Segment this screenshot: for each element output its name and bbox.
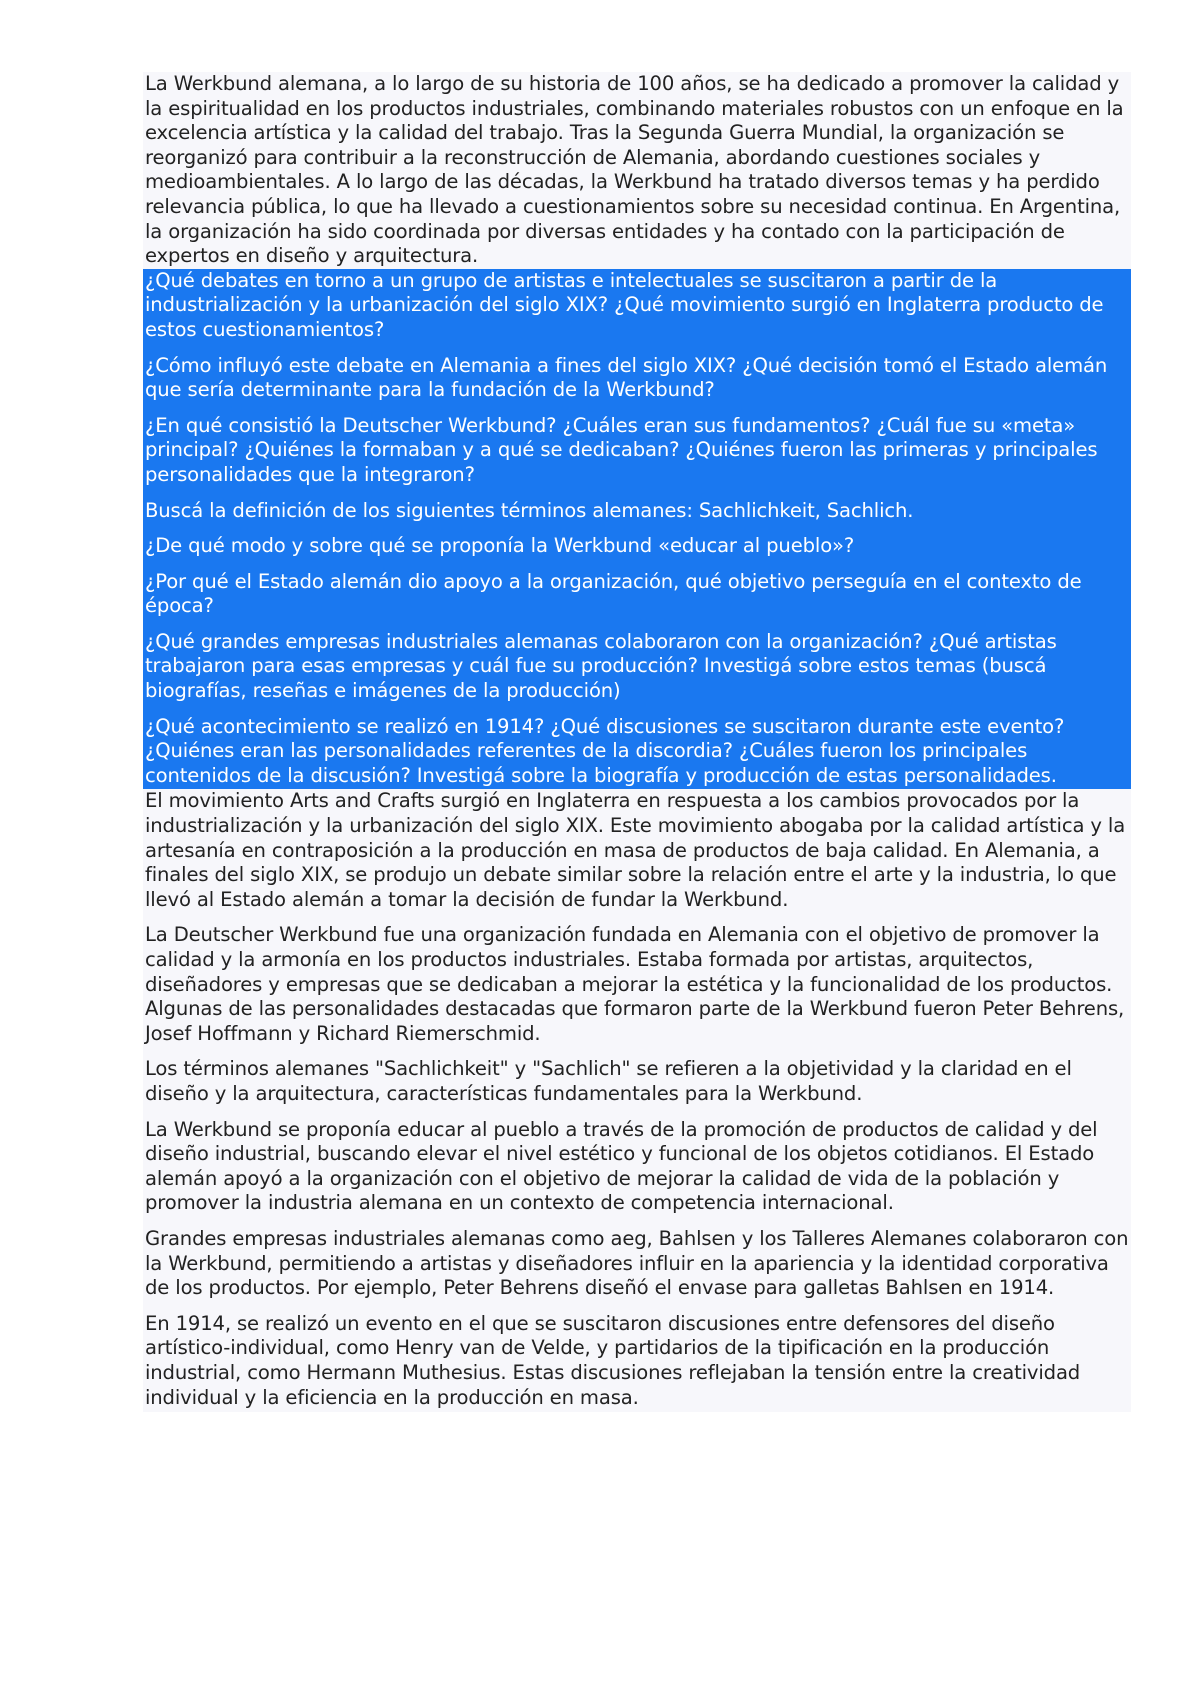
answer-paragraph: La Deutscher Werkbund fue una organización fundada en Alemania con el objetivo de promover la calidad y la armonía en los productos industriales. Estaba formada por artistas, arquitectos, diseñadores y empresas que se dedicaban a mejorar la estética y la funcionalidad de los productos. Algunas de las personalidades destacadas que formaron parte de la Werkbund fueron Peter Behrens, Josef Hoffmann y Richard Riemerschmid.	[145, 923, 1125, 1045]
question-paragraph: ¿En qué consistió la Deutscher Werkbund? ¿Cuáles eran sus fundamentos? ¿Cuál fue su «meta» principal? ¿Quiénes la formaban y a qué se dedicaban? ¿Quiénes fueron las primeras y principales personalidades que la integraron?	[145, 413, 1098, 486]
question-paragraph: ¿De qué modo y sobre qué se proponía la Werkbund «educar al pueblo»?	[145, 534, 855, 558]
selected-questions-block[interactable]	[143, 269, 1131, 790]
answer-paragraph: La Werkbund se proponía educar al pueblo a través de la promoción de productos de calidad y del diseño industrial, buscando elevar el nivel estético y funcional de los objetos cotidianos. El Estado alemán apoyó a la organización con el objetivo de mejorar la calidad de vida de la población y promover la industria alemana en un contexto de competencia internacional.	[145, 1117, 1098, 1215]
document-page	[143, 72, 1131, 1412]
answer-paragraph: Los términos alemanes "Sachlichkeit" y "Sachlich" se refieren a la objetividad y la claridad en el diseño y la arquitectura, características fundamentales para la Werkbund.	[145, 1057, 1072, 1105]
answers-block	[143, 789, 1131, 1412]
question-paragraph: ¿Qué debates en torno a un grupo de artistas e intelectuales se suscitaron a partir de la industrialización y la urbanización del siglo XIX? ¿Qué movimiento surgió en Inglaterra producto de estos cuestionamientos?	[145, 268, 1104, 341]
answer-paragraph: Grandes empresas industriales alemanas como aeg, Bahlsen y los Talleres Alemanes colaboraron con la Werkbund, permitiendo a artistas y diseñadores influir en la apariencia y la identidad corporativa de los productos. Por ejemplo, Peter Behrens diseñó el envase para galletas Bahlsen en 1914.	[145, 1226, 1129, 1300]
answer-paragraph: En 1914, se realizó un evento en el que se suscitaron discusiones entre defensores del diseño artístico-individual, como Henry van de Velde, y partidarios de la tipificación en la producción industrial, como Hermann Muthesius. Estas discusiones reflejaban la tensión entre la creatividad individual y la eficiencia en la producción en masa.	[145, 1311, 1081, 1409]
answer-paragraph: El movimiento Arts and Crafts surgió en Inglaterra en respuesta a los cambios provocados por la industrialización y la urbanización del siglo XIX. Este movimiento abogaba por la calidad artística y la artesanía en contraposición a la producción en masa de productos de baja calidad. En Alemania, a finales del siglo XIX, se produjo un debate similar sobre la relación entre el arte y la industria, lo que llevó al Estado alemán a tomar la decisión de fundar la Werkbund.	[145, 789, 1126, 911]
question-paragraph: ¿Qué grandes empresas industriales alemanas colaboraron con la organización? ¿Qué artistas trabajaron para esas empresas y cuál fue su producción? Investigá sobre estos temas (buscá biografías, reseñas e imágenes de la producción)	[145, 629, 1057, 703]
question-paragraph: ¿Cómo influyó este debate en Alemania a fines del siglo XIX? ¿Qué decisión tomó el Estado alemán que sería determinante para la fundación de la Werkbund?	[145, 353, 1108, 402]
question-paragraph: ¿Por qué el Estado alemán dio apoyo a la organización, qué objetivo perseguía en el contexto de época?	[145, 569, 1082, 618]
question-paragraph: ¿Qué acontecimiento se realizó en 1914? ¿Qué discusiones se suscitaron durante este evento? ¿Quiénes eran las personalidades referentes de la discordia? ¿Cuáles fueron los principales contenidos de la discusión? Investigá sobre la biografía y producción de estas personalidades.	[145, 714, 1065, 787]
intro-paragraph: La Werkbund alemana, a lo largo de su historia de 100 años, se ha dedicado a promover la calidad y la espiritualidad en los productos industriales, combinando materiales robustos con un enfoque en la excelencia artística y la calidad del trabajo. Tras la Segunda Guerra Mundial, la organización se reorganizó para contribuir a la reconstrucción de Alemania, abordando cuestiones sociales y medioambientales. A lo largo de las décadas, la Werkbund ha tratado diversos temas y ha perdido relevancia pública, lo que ha llevado a cuestionamientos sobre su necesidad continua. En Argentina, la organización ha sido coordinada por diversas entidades y ha contado con la participación de expertos en diseño y arquitectura.	[143, 72, 1131, 269]
question-paragraph: Buscá la definición de los siguientes términos alemanes: Sachlichkeit, Sachlich.	[145, 498, 914, 522]
